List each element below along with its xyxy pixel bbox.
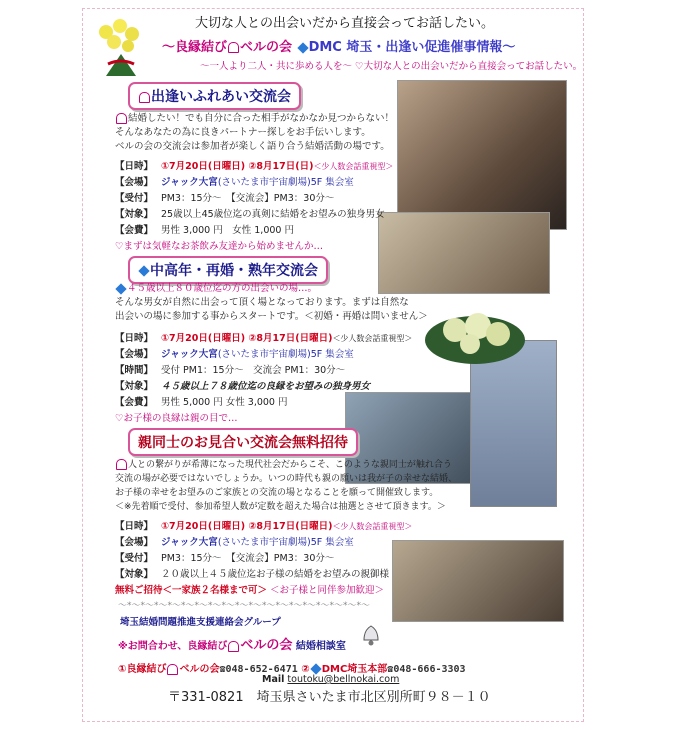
s3-row-venue: 【会場】 ジャック大宮(さいたま市宇宙劇場)5F 集会室	[115, 537, 354, 548]
divider: ～*～*～*～*～*～*～*～*～*～*～*～*～*～*～*～*～*～*～	[118, 601, 371, 611]
orchid-flower-icon	[86, 14, 156, 84]
s3-row-target: 【対象】 ２０歳以上４５歳位迄お子様の結婚をお望みの親御様	[115, 569, 390, 580]
s1-row-date: 【日時】 ①7月20日(日曜日) ②8月17日(日)＜少人数会話重視型＞	[115, 161, 394, 172]
diamond-icon	[310, 663, 321, 674]
diamond-icon	[115, 283, 126, 294]
s1-row-reception: 【受付】 PM3：15分～ 【交流会】PM3：30分～	[115, 193, 335, 204]
s1-footer: ♡まずは気軽なお茶飲み友達から始めませんか…	[115, 241, 324, 252]
s1-row-fee: 【会費】 男性 3,000 円 女性 1,000 円	[115, 225, 294, 236]
s3-row-date: 【日時】 ①7月20日(日曜日) ②8月17日(日曜日)＜少人数会話重視型＞	[115, 521, 413, 532]
mail-line: Mail toutoku@bellnokai.com	[262, 674, 400, 685]
bell-icon	[167, 664, 178, 675]
tagline: 大切な人との出会いだから直接会ってお話したい。	[195, 16, 495, 31]
couple-photo	[397, 80, 567, 230]
phone-line: ①良縁結び ベルの会☎048-652-6471 ② DMC埼玉本部☎048-666-3303	[118, 664, 466, 675]
s2-row-fee: 【会費】 男性 5,000 円 女性 3,000 円	[115, 397, 288, 408]
bell-icon	[228, 641, 239, 652]
group-name: 埼玉結婚問題推進支援連絡会グループ	[120, 617, 281, 628]
s1-row-venue: 【会場】 ジャック大宮(さいたま市宇宙劇場)5F 集会室	[115, 177, 354, 188]
mail-link[interactable]: toutoku@bellnokai.com	[287, 674, 400, 685]
s2-footer: ♡お子様の良縁は親の目で…	[115, 413, 238, 424]
bell-icon	[116, 459, 127, 470]
bell-icon	[228, 42, 239, 53]
contact-line: ※お問合わせ、良縁結び ベルの会 結婚相談室	[118, 638, 346, 653]
s2-row-venue: 【会場】 ジャック大宮(さいたま市宇宙劇場)5F 集会室	[115, 349, 354, 360]
diamond-icon	[297, 42, 308, 53]
event-photo-3	[392, 540, 564, 622]
s2-row-time: 【時間】 受付 PM1：15分～ 交流会 PM1：30分～	[115, 365, 346, 376]
s3-invite: 無料ご招待＜一家族２名様まで可＞ ＜お子様と同伴参加歓迎＞	[115, 585, 385, 596]
org-line: ～良縁結び ベルの会 DMC 埼玉・出逢い促進催事情報～	[162, 40, 516, 55]
address: 〒331-0821 埼玉県さいたま市北区別所町９８－１０	[168, 690, 491, 705]
bell-icon	[116, 113, 127, 124]
s3-row-reception: 【受付】 PM3：15分～ 【交流会】PM3：30分～	[115, 553, 335, 564]
section3-title: 親同士のお見合い交流会無料招待	[128, 428, 358, 456]
s2-row-date: 【日時】 ①7月20日(日曜日) ②8月17日(日曜日)＜少人数会話重視型＞	[115, 333, 413, 344]
sub-line: ～一人より二人・共に歩める人を～ ♡大切な人との出会いだから直接会ってお話したい。	[200, 61, 583, 72]
section1-title: 出逢いふれあい交流会	[128, 82, 301, 110]
diamond-icon	[138, 265, 149, 276]
handbell-icon	[360, 624, 382, 648]
section2-title: 中高年・再婚・熟年交流会	[128, 256, 328, 284]
orchid-bouquet-icon	[420, 300, 530, 370]
bell-icon	[139, 92, 150, 103]
s1-row-target: 【対象】 25歳以上45歳位迄の真剣に結婚をお望みの独身男女	[115, 209, 385, 220]
section3-intro: 人との繋がりが希薄になった現代社会だからこそ、このような親同士が触れ合う 交流の場が必要ではないでしょうか。いつの時代も親の願いは我が子の幸せな結婚、 お子様の幸せをお望みのご家族との交流の場となることを願って開催致します。 ＜※先着順で受付、参加希望人数が定数を超えた場合は抽選とさせて頂きます。＞	[115, 460, 458, 512]
s2-row-target: 【対象】 ４５歳以上７８歳位迄の良縁をお望みの独身男女	[115, 381, 371, 392]
section1-intro: 結婚したい！でも自分に合った相手がなかなか見つからない！ そんなあなたの為に良きパートナー探しをお手伝いします。 ベルの会の交流会は参加者が楽しく語り合う結婚活動の場です。	[115, 113, 395, 152]
section2-intro: ４５歳以上８０歳位迄の方の出会いの場…。 そんな男女が自然に出会って頂く場となっております。まずは自然な 出会いの場に参加する事からスタートです。＜初婚・再婚は問いません＞	[115, 283, 428, 322]
